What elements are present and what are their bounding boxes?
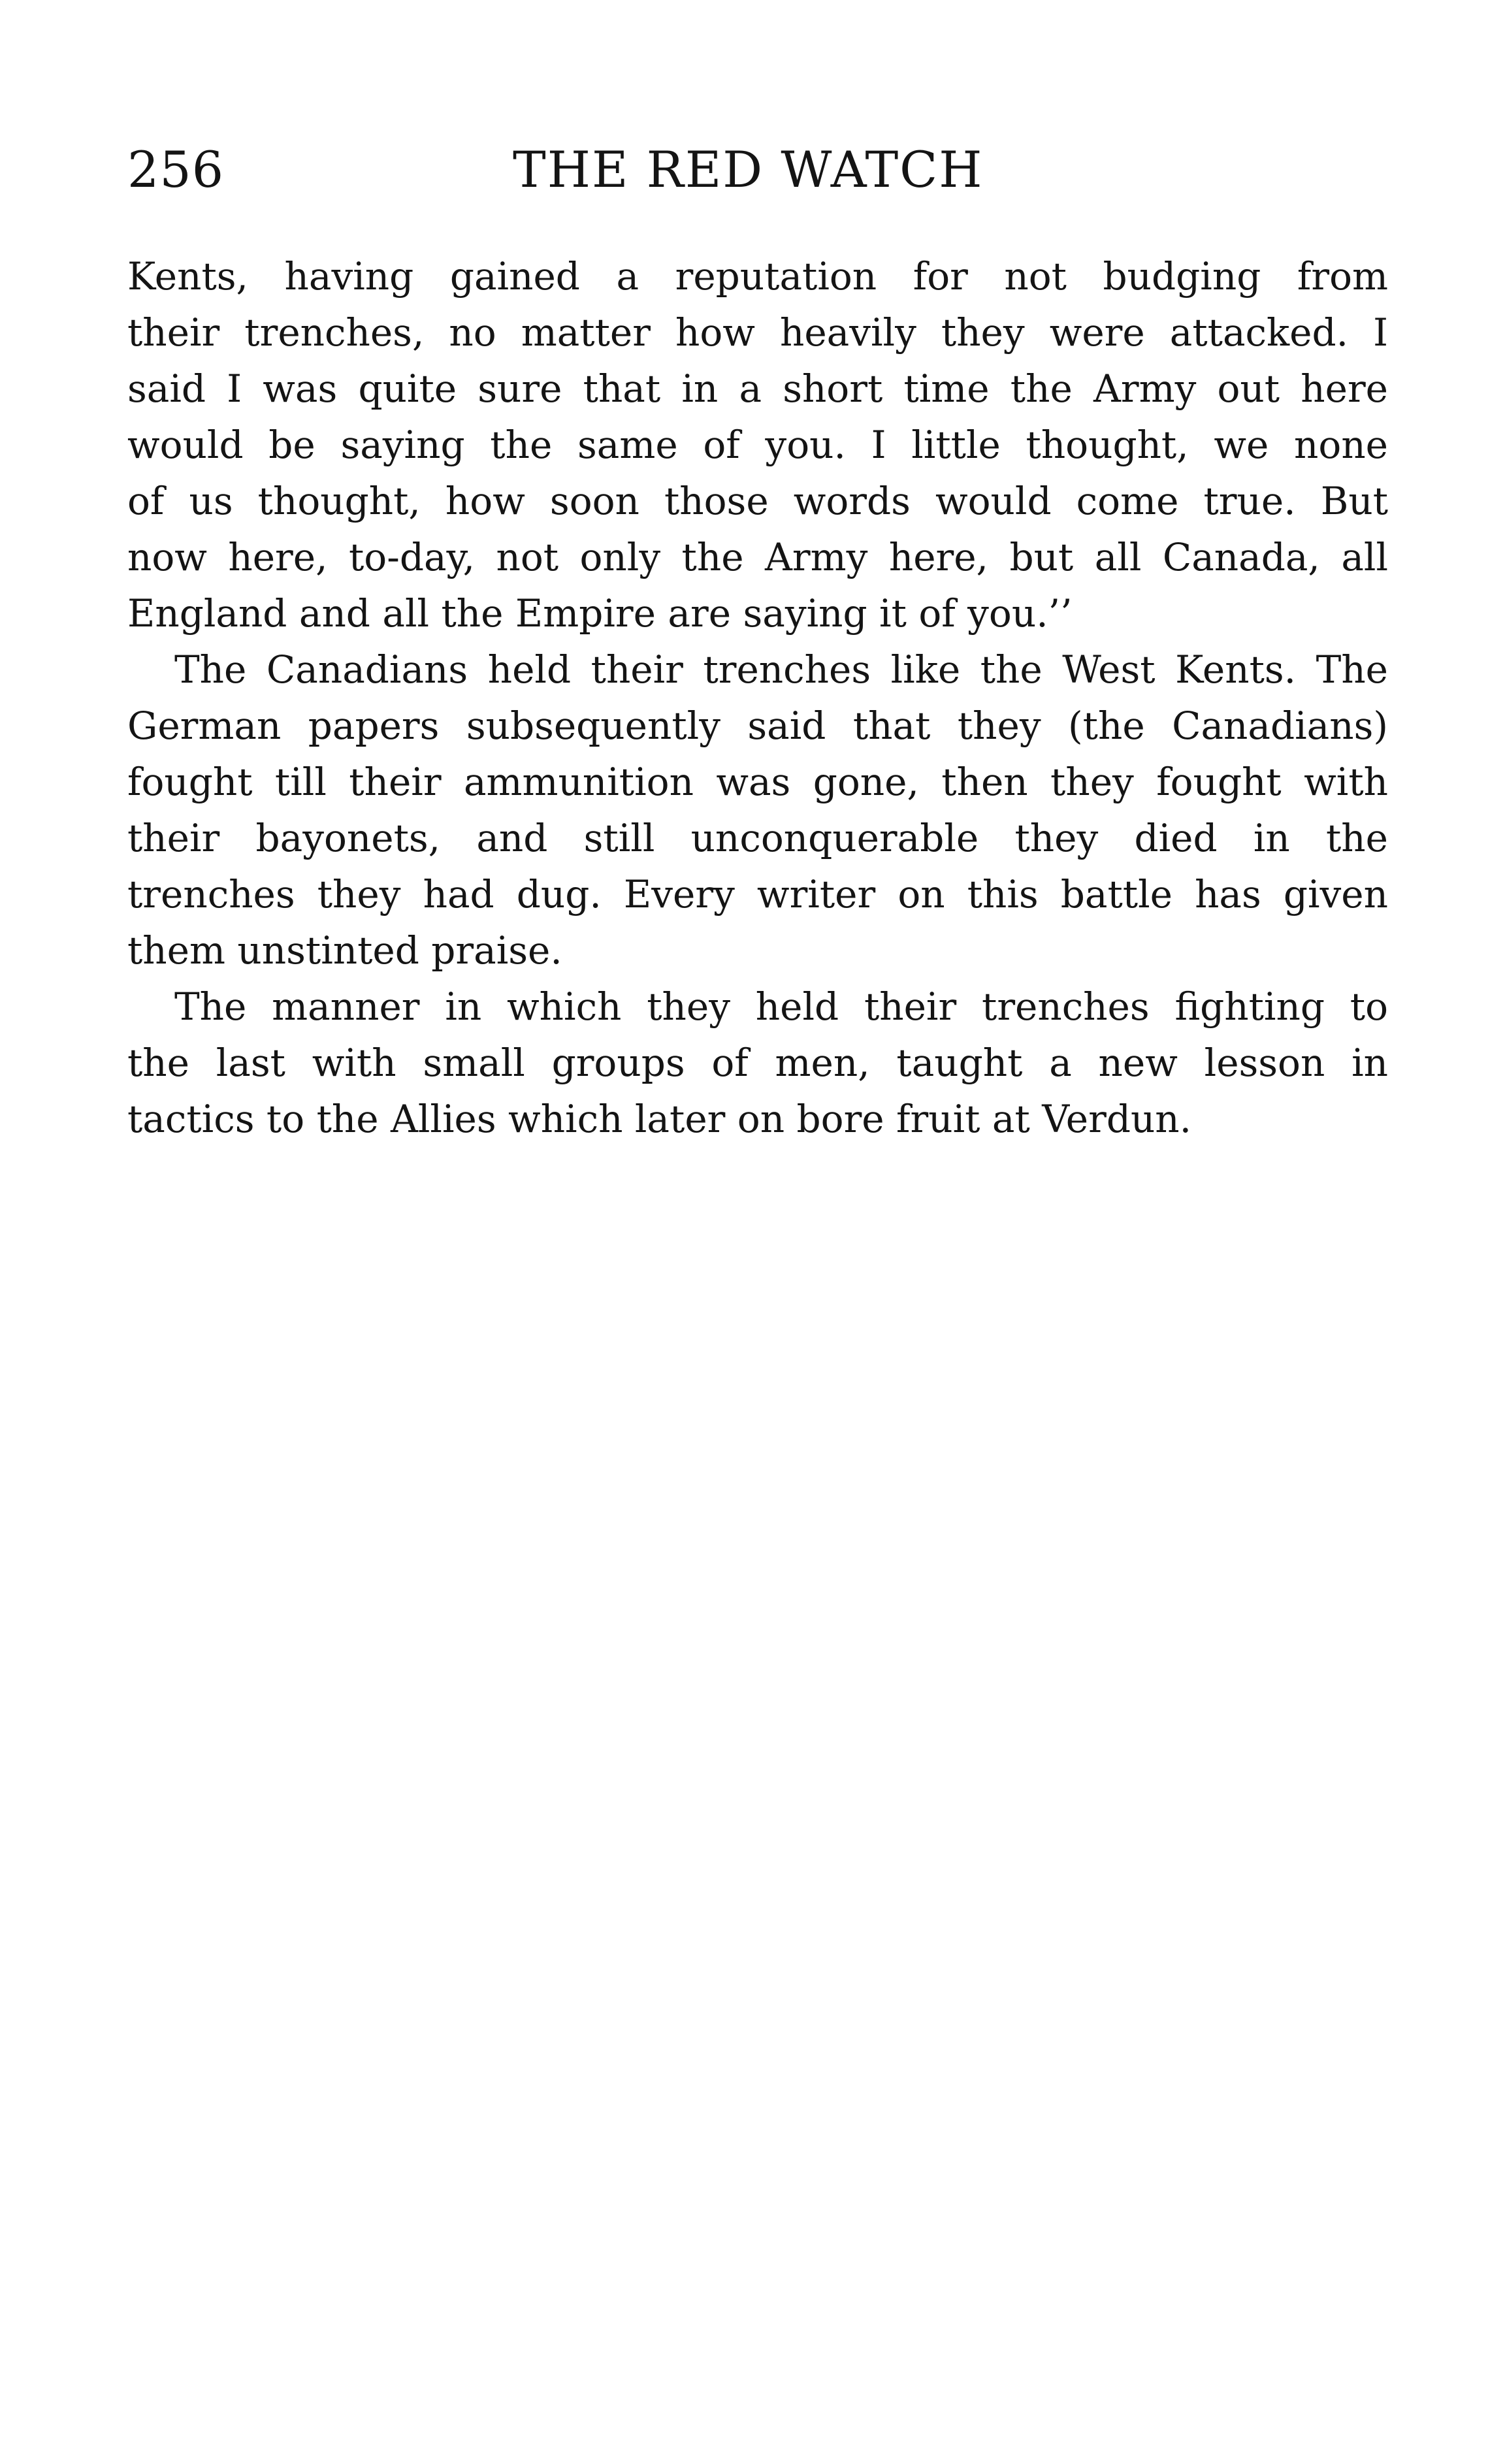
body-text — [127, 248, 1388, 1147]
text-line: England and all the Empire are saying it of you.’’ — [127, 591, 1073, 636]
text-line: fought till their ammunition was gone, then they fought with — [127, 760, 1388, 804]
text-line: would be saying the same of you. I little thought, we none — [127, 423, 1388, 467]
running-title: THE RED WATCH — [513, 140, 984, 199]
text-line: the last with small groups of men, taught a new lesson in — [127, 1041, 1388, 1085]
text-line: their trenches, no matter how heavily they were attacked. I — [127, 310, 1388, 355]
page-number: 256 — [127, 140, 225, 199]
text-line: said I was quite sure that in a short time the Army out here — [127, 366, 1388, 411]
text-line: The manner in which they held their trenches fighting to — [174, 984, 1388, 1029]
text-line: The Canadians held their trenches like the West Kents. The — [174, 647, 1388, 692]
text-line: Kents, having gained a reputation for not budging from — [127, 254, 1388, 299]
text-line: trenches they had dug. Every writer on this battle has given — [127, 872, 1388, 916]
text-line: them unstinted praise. — [127, 928, 562, 973]
text-line: German papers subsequently said that they (the Canadians) — [127, 704, 1388, 748]
text-line: tactics to the Allies which later on bore fruit at Verdun. — [127, 1097, 1192, 1141]
paragraph-2 — [127, 641, 1388, 979]
paragraph-3 — [127, 979, 1388, 1147]
running-head — [127, 134, 1388, 206]
text-line: their bayonets, and still unconquerable they died in the — [127, 816, 1388, 860]
text-line: of us thought, how soon those words would come true. But — [127, 479, 1388, 523]
paragraph-1 — [127, 248, 1388, 641]
text-line: now here, to-day, not only the Army here, but all Canada, all — [127, 535, 1388, 579]
